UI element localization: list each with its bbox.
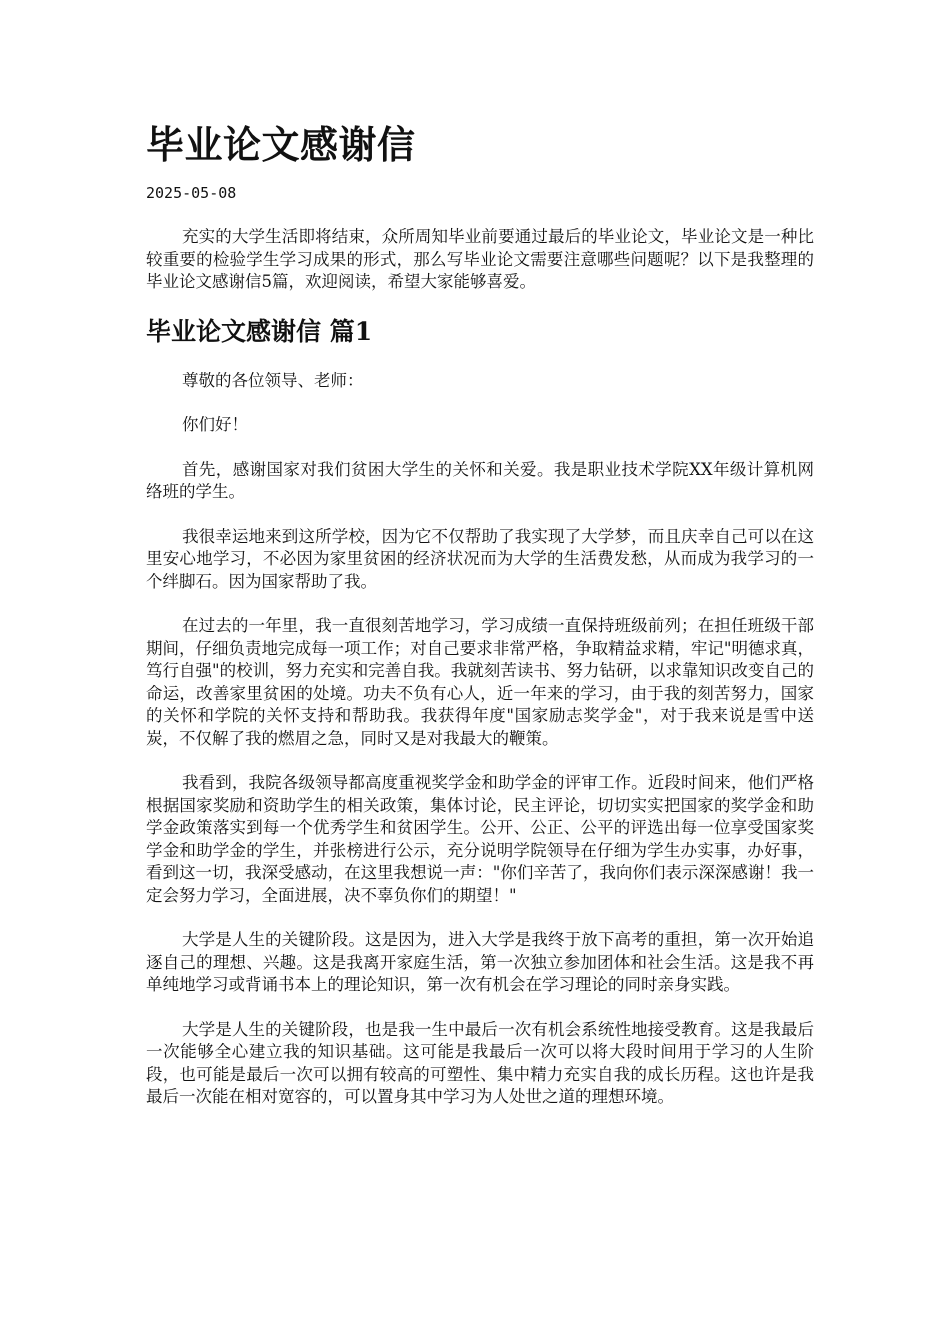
body-paragraph: 我看到，我院各级领导都高度重视奖学金和助学金的评审工作。近段时间来，他们严格根据国家奖励和资助学生的相关政策，集体讨论，民主评论，切切实实把国家的奖学金和助学金政策落实到每一个优秀学生和贫困学生。公开、公正、公平的评选出每一位享受国家奖学金和助学金的学生，并张榜进行公示，充分说明学院领导在仔细为学生办实事，办好事，看到这一切，我深受感动，在这里我想说一声："你们辛苦了，我向你们表示深深感谢！我一定会努力学习，全面进展，决不辜负你们的期望！": [146, 773, 814, 905]
body-paragraph: 首先，感谢国家对我们贫困大学生的关怀和关爱。我是职业技术学院XX年级计算机网络班的学生。: [146, 459, 814, 501]
salutation: 尊敬的各位领导、老师：: [182, 370, 364, 390]
document-title: 毕业论文感谢信: [146, 122, 416, 167]
section-heading: 毕业论文感谢信 篇1: [146, 316, 373, 346]
document-body: [146, 226, 814, 1131]
body-paragraph: 大学是人生的关键阶段。这是因为，进入大学是我终于放下高考的重担，第一次开始追逐自己的理想、兴趣。这是我离开家庭生活，第一次独立参加团体和社会生活。这是我不再单纯地学习或背诵书本上的理论知识，第一次有机会在学习理论的同时亲身实践。: [146, 930, 814, 994]
body-paragraph: 大学是人生的关键阶段，也是我一生中最后一次有机会系统性地接受教育。这是我最后一次能够全心建立我的知识基础。这可能是我最后一次可以将大段时间用于学习的人生阶段，也可能是最后一次可以拥有较高的可塑性、集中精力充实自我的成长历程。这也许是我最后一次能在相对宽容的，可以置身其中学习为人处世之道的理想环境。: [146, 1019, 814, 1106]
greeting: 你们好！: [182, 415, 248, 434]
intro-paragraph: 充实的大学生活即将结束，众所周知毕业前要通过最后的毕业论文，毕业论文是一种比较重要的检验学生学习成果的形式，那么写毕业论文需要注意哪些问题呢？以下是我整理的毕业论文感谢信5篇，欢迎阅读，希望大家能够喜爱。: [146, 227, 814, 291]
document-date: 2025-05-08: [146, 184, 237, 202]
body-paragraph: 我很幸运地来到这所学校，因为它不仅帮助了我实现了大学梦，而且庆幸自己可以在这里安心地学习，不必因为家里贫困的经济状况而为大学的生活费发愁，从而成为我学习的一个绊脚石。因为国家帮助了我。: [146, 526, 814, 591]
body-paragraph: 在过去的一年里，我一直很刻苦地学习，学习成绩一直保持班级前列；在担任班级干部期间，仔细负责地完成每一项工作；对自己要求非常严格，争取精益求精，牢记"明德求真，笃行自强"的校训，努力充实和完善自我。我就刻苦读书、努力钻研，以求靠知识改变自己的命运，改善家里贫困的处境。功夫不负有心人，近一年来的学习，由于我的刻苦努力，国家的关怀和学院的关怀支持和帮助我。我获得年度"国家励志奖学金"，对于我来说是雪中送炭，不仅解了我的燃眉之急，同时又是对我最大的鞭策。: [146, 616, 814, 748]
